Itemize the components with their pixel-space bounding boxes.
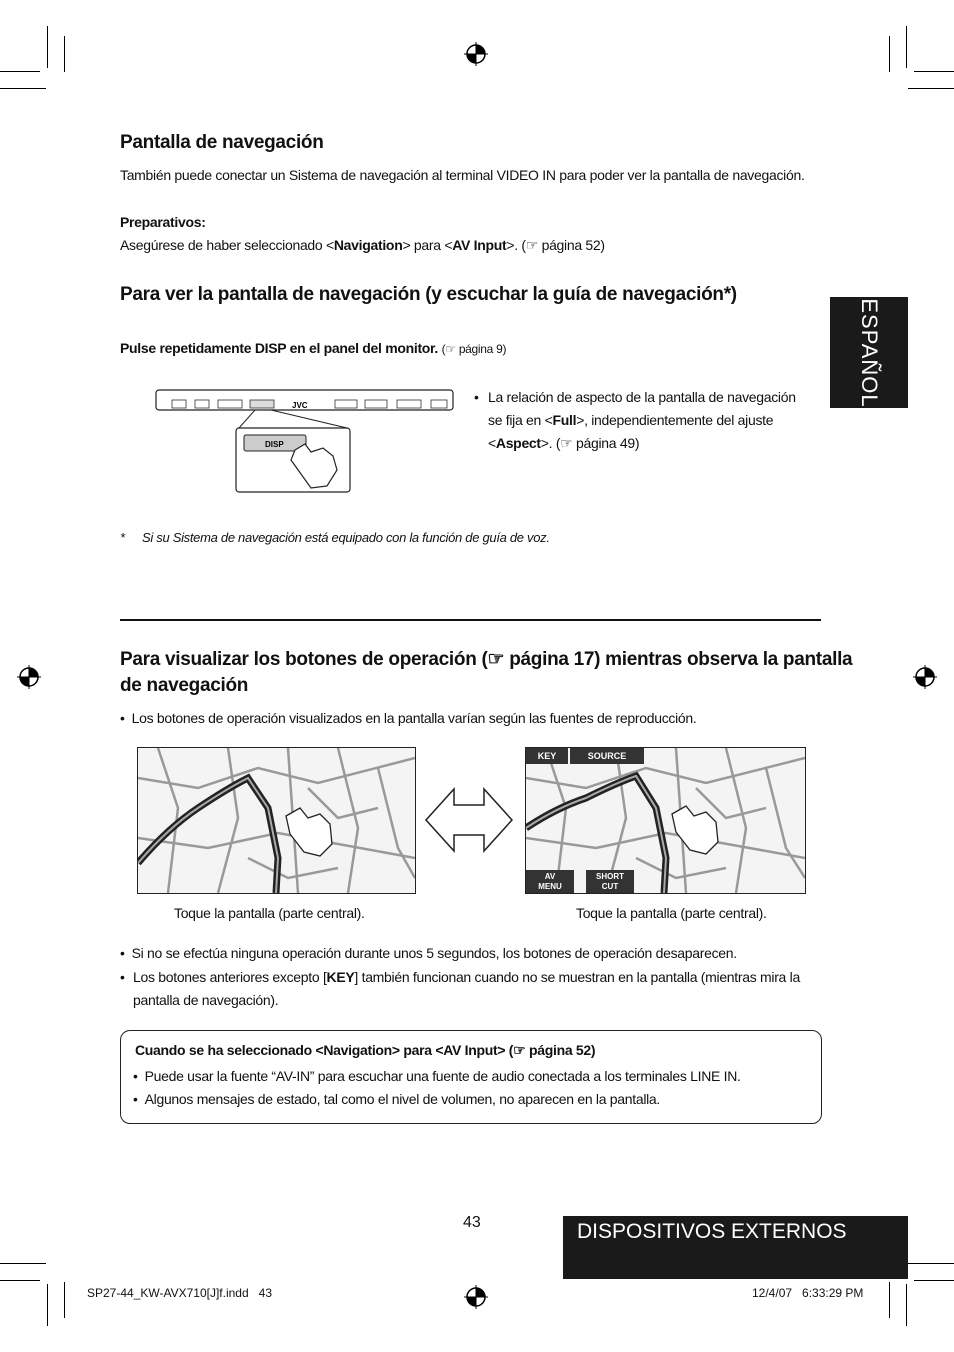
page-number: 43: [463, 1214, 481, 1231]
short-cut-button[interactable]: SHORT CUT: [586, 870, 634, 893]
registration-mark-icon: [464, 1285, 488, 1309]
language-tab: ESPAÑOL: [830, 297, 908, 408]
registration-mark-icon: [17, 665, 41, 689]
preparation-label: Preparativos:: [120, 214, 206, 230]
panel-disp-label: DISP: [265, 440, 284, 449]
note-box: [120, 1030, 822, 1124]
navigation-map-left[interactable]: [137, 747, 416, 894]
section-title-operation-buttons-line2: de navegación: [120, 675, 249, 696]
caption-left: Toque la pantalla (parte central).: [174, 905, 365, 921]
footer-section-label: DISPOSITIVOS EXTERNOS: [563, 1216, 908, 1279]
note-box-title: Cuando se ha seleccionado <Navigation> para <AV Input> (☞ página 52): [135, 1042, 596, 1058]
av-menu-button[interactable]: AV MENU: [526, 870, 574, 893]
print-date-info: 12/4/07 6:33:29 PM: [752, 1286, 864, 1300]
double-arrow-icon: [424, 785, 514, 855]
footnote-text: Si su Sistema de navegación está equipado con la función de guía de voz.: [142, 530, 550, 545]
panel-brand: JVC: [292, 401, 308, 410]
section-title-operation-buttons: Para visualizar los botones de operación (☞ página 17) mientras observa la pantalla: [120, 649, 853, 670]
section-divider: [120, 619, 821, 621]
aspect-bullet: • La relación de aspecto de la pantalla de navegación se fija en <Full>, independientemente del ajuste <Aspect>. (☞ página 49): [474, 389, 796, 451]
operation-bullet-3: • Los botones anteriores excepto [KEY] también funcionan cuando no se muestran en la pantalla (mientras mira la pantalla de navegación).: [120, 969, 800, 1008]
caption-right: Toque la pantalla (parte central).: [576, 905, 767, 921]
note-box-item-2: • Algunos mensajes de estado, tal como el nivel de volumen, no aparecen en la pantalla.: [133, 1091, 661, 1107]
section-title-navigation-screen: Pantalla de navegación: [120, 132, 324, 153]
operation-bullet-1: • Los botones de operación visualizados en la pantalla varían según las fuentes de reproducción.: [120, 710, 697, 726]
section-title-view-navigation: Para ver la pantalla de navegación (y escuchar la guía de navegación*): [120, 284, 737, 305]
instruction-disp: Pulse repetidamente DISP en el panel del monitor. (☞ página 9): [120, 340, 507, 356]
navigation-map-right[interactable]: [525, 747, 806, 894]
note-box-item-1: • Puede usar la fuente “AV-IN” para escuchar una fuente de audio conectada a los terminales LINE IN.: [133, 1068, 741, 1084]
intro-paragraph: También puede conectar un Sistema de navegación al terminal VIDEO IN para poder ver la pantalla de navegación.: [120, 167, 805, 183]
preparation-text: Asegúrese de haber seleccionado <Navigation> para <AV Input>. (☞ página 52): [120, 237, 605, 253]
registration-mark-icon: [464, 42, 488, 66]
footnote-mark: *: [120, 530, 125, 545]
key-button[interactable]: KEY: [526, 748, 568, 764]
source-button[interactable]: SOURCE: [570, 748, 644, 764]
registration-mark-icon: [913, 665, 937, 689]
operation-bullet-2: • Si no se efectúa ninguna operación durante unos 5 segundos, los botones de operación desaparecen.: [120, 945, 737, 961]
print-file-info: SP27-44_KW-AVX710[J]f.indd 43: [87, 1286, 272, 1300]
monitor-panel-illustration: [155, 388, 455, 496]
